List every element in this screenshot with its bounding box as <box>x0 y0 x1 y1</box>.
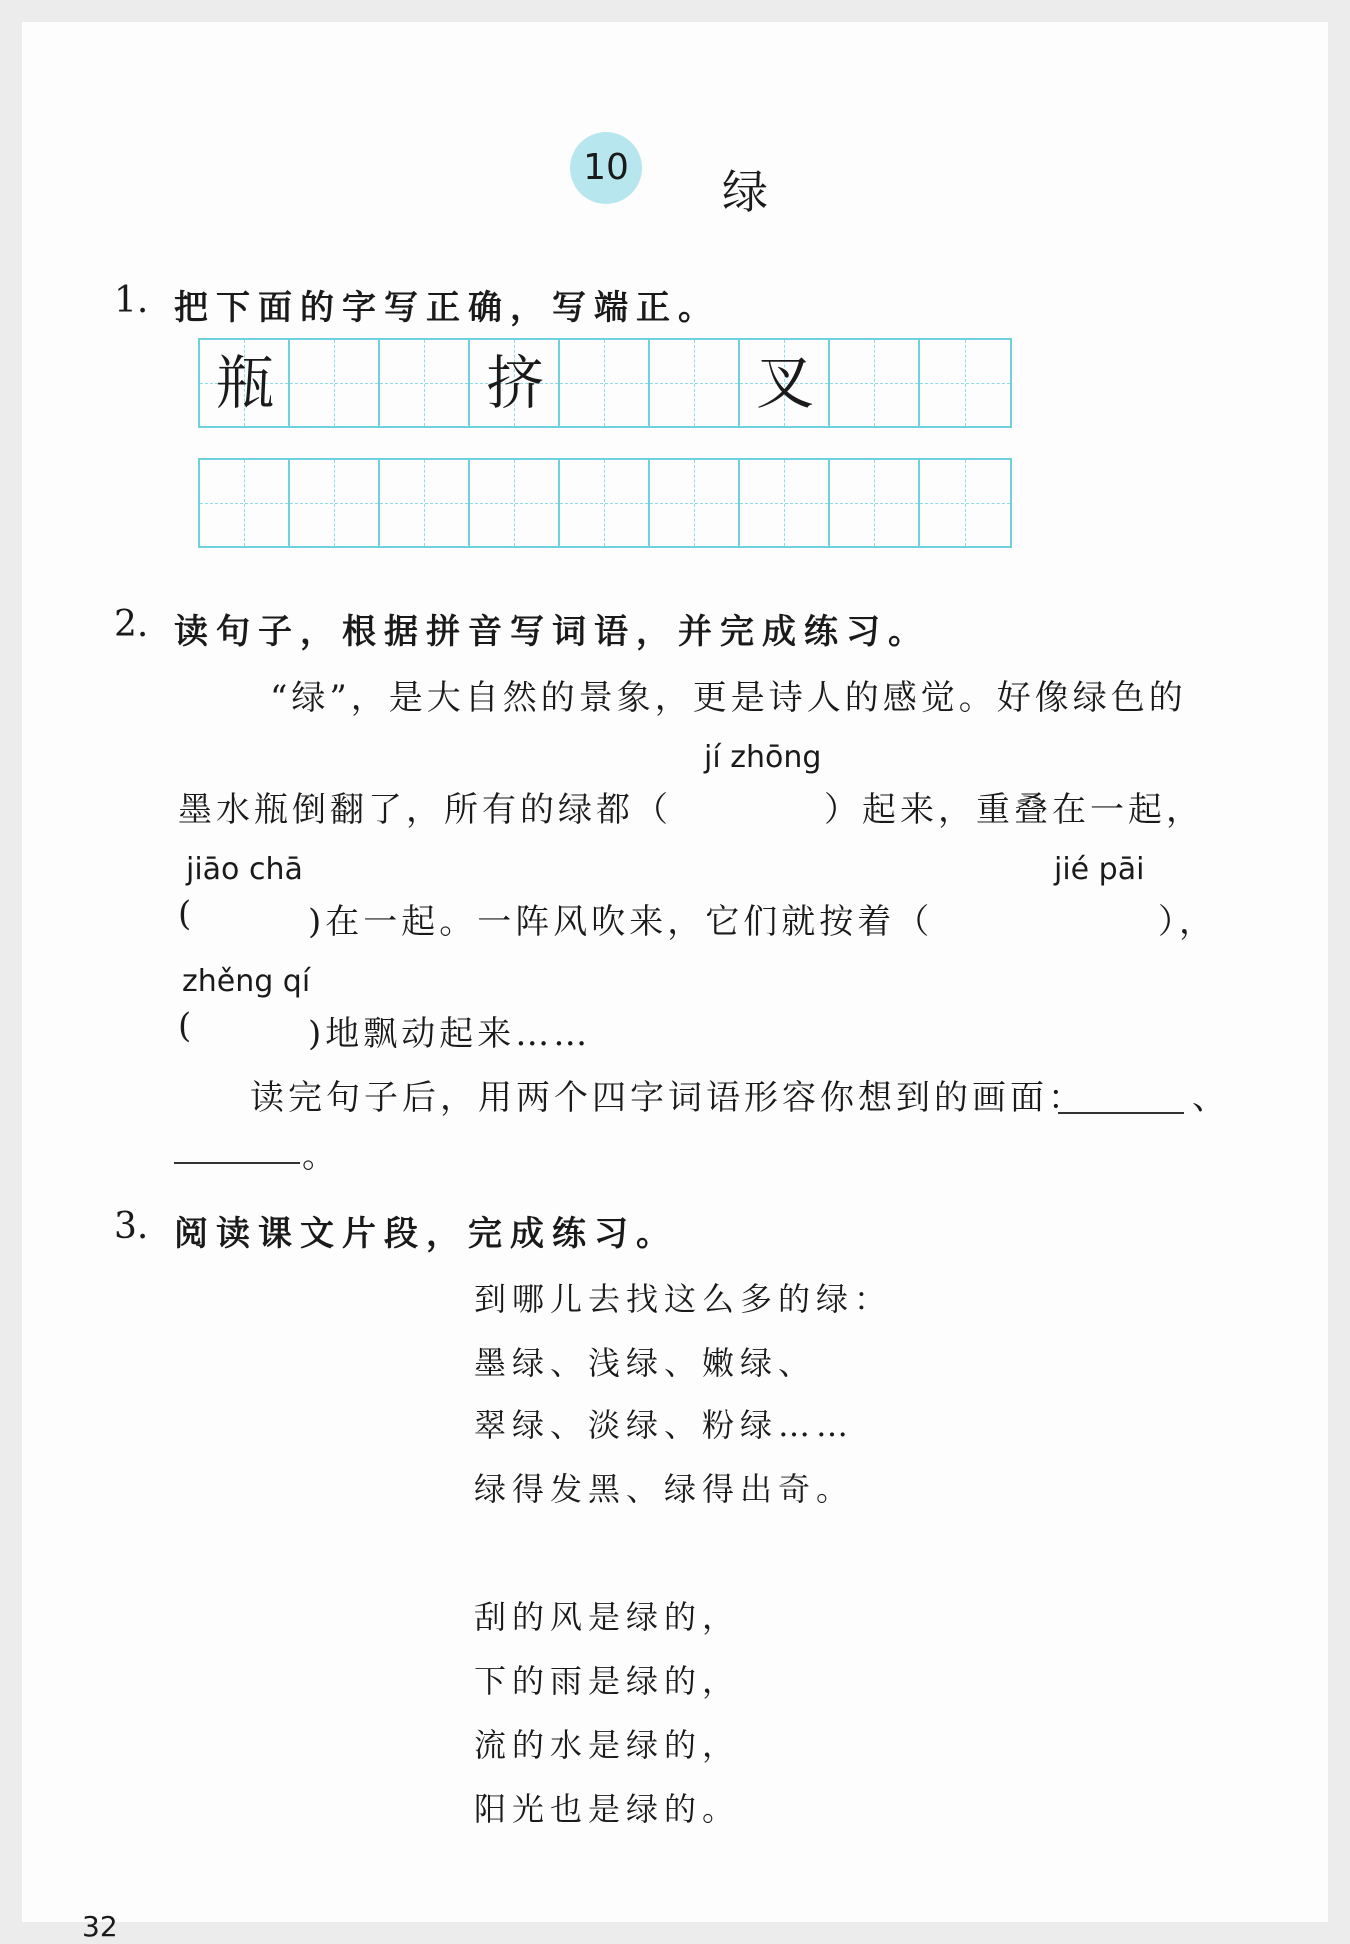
poem-line: 墨绿、浅绿、嫩绿、 <box>474 1344 817 1382</box>
lesson-title: 绿 <box>722 165 768 219</box>
q2-number: 2. <box>114 604 149 645</box>
grid-cell[interactable] <box>290 460 380 546</box>
answer-blank-1[interactable] <box>1058 1112 1184 1114</box>
poem-line: 绿得发黑、绿得出奇。 <box>474 1470 855 1508</box>
answer-blank-2[interactable] <box>174 1162 300 1164</box>
q2-line-5-sep: 、 <box>1192 1078 1230 1118</box>
q3-prompt: 阅读课文片段，完成练习。 <box>174 1214 678 1254</box>
page-number: 32 <box>82 1910 118 1943</box>
grid-cell[interactable] <box>650 460 740 546</box>
q3-number: 3. <box>114 1206 149 1247</box>
pinyin-zheng-qi: zhěng qí <box>182 964 311 999</box>
grid-cell[interactable]: 瓶 <box>200 340 290 426</box>
poem-line: 到哪儿去找这么多的绿： <box>474 1280 893 1318</box>
grid-cell[interactable] <box>920 460 1010 546</box>
q2-line-1: “绿”，是大自然的景象，更是诗人的感觉。好像绿色的 <box>270 678 1187 718</box>
q2-line-4b: )地飘动起来…… <box>308 1014 592 1054</box>
q1-prompt: 把下面的字写正确，写端正。 <box>174 288 720 328</box>
grid-cell[interactable] <box>830 460 920 546</box>
poem-line: 翠绿、淡绿、粉绿…… <box>474 1406 855 1444</box>
pinyin-ji-zhong: jí zhōng <box>704 740 822 775</box>
q2-line-4a: ( <box>178 1006 196 1046</box>
q1-number: 1. <box>114 280 149 321</box>
q2-prompt: 读句子，根据拼音写词语，并完成练习。 <box>174 612 930 652</box>
poem-line: 流的水是绿的， <box>474 1726 741 1764</box>
q2-line-3a: ( <box>178 894 196 934</box>
q2-line-5: 读完句子后，用两个四字词语形容你想到的画面： <box>250 1078 1086 1118</box>
q2-line-3c: ）， <box>1158 902 1217 942</box>
grid-cell[interactable]: 挤 <box>470 340 560 426</box>
grid-cell[interactable] <box>380 460 470 546</box>
workbook-page <box>22 22 1328 1943</box>
writing-grid-row-2 <box>198 458 1012 548</box>
poem-line: 下的雨是绿的， <box>474 1662 741 1700</box>
pinyin-jiao-cha: jiāo chā <box>186 852 303 887</box>
q2-line-2a: 墨水瓶倒翻了，所有的绿都（ <box>178 790 672 830</box>
grid-cell[interactable] <box>920 340 1010 426</box>
q2-line-3b: )在一起。一阵风吹来，它们就按着（ <box>308 902 934 942</box>
pinyin-jie-pai: jié pāi <box>1054 852 1145 887</box>
poem-line: 刮的风是绿的， <box>474 1598 741 1636</box>
grid-cell[interactable] <box>830 340 920 426</box>
grid-cell[interactable]: 叉 <box>740 340 830 426</box>
grid-cell[interactable] <box>740 460 830 546</box>
grid-cell[interactable] <box>560 460 650 546</box>
grid-cell[interactable] <box>200 460 290 546</box>
poem-line: 阳光也是绿的。 <box>474 1790 741 1828</box>
grid-cell[interactable] <box>560 340 650 426</box>
grid-cell[interactable] <box>380 340 470 426</box>
q2-line-6-end: 。 <box>302 1136 340 1176</box>
grid-cell[interactable] <box>470 460 560 546</box>
writing-grid-row-1 <box>198 338 1012 428</box>
grid-cell[interactable] <box>290 340 380 426</box>
grid-cell[interactable] <box>650 340 740 426</box>
q2-line-2b: ）起来，重叠在一起， <box>824 790 1204 830</box>
lesson-number-badge: 10 <box>570 132 642 204</box>
